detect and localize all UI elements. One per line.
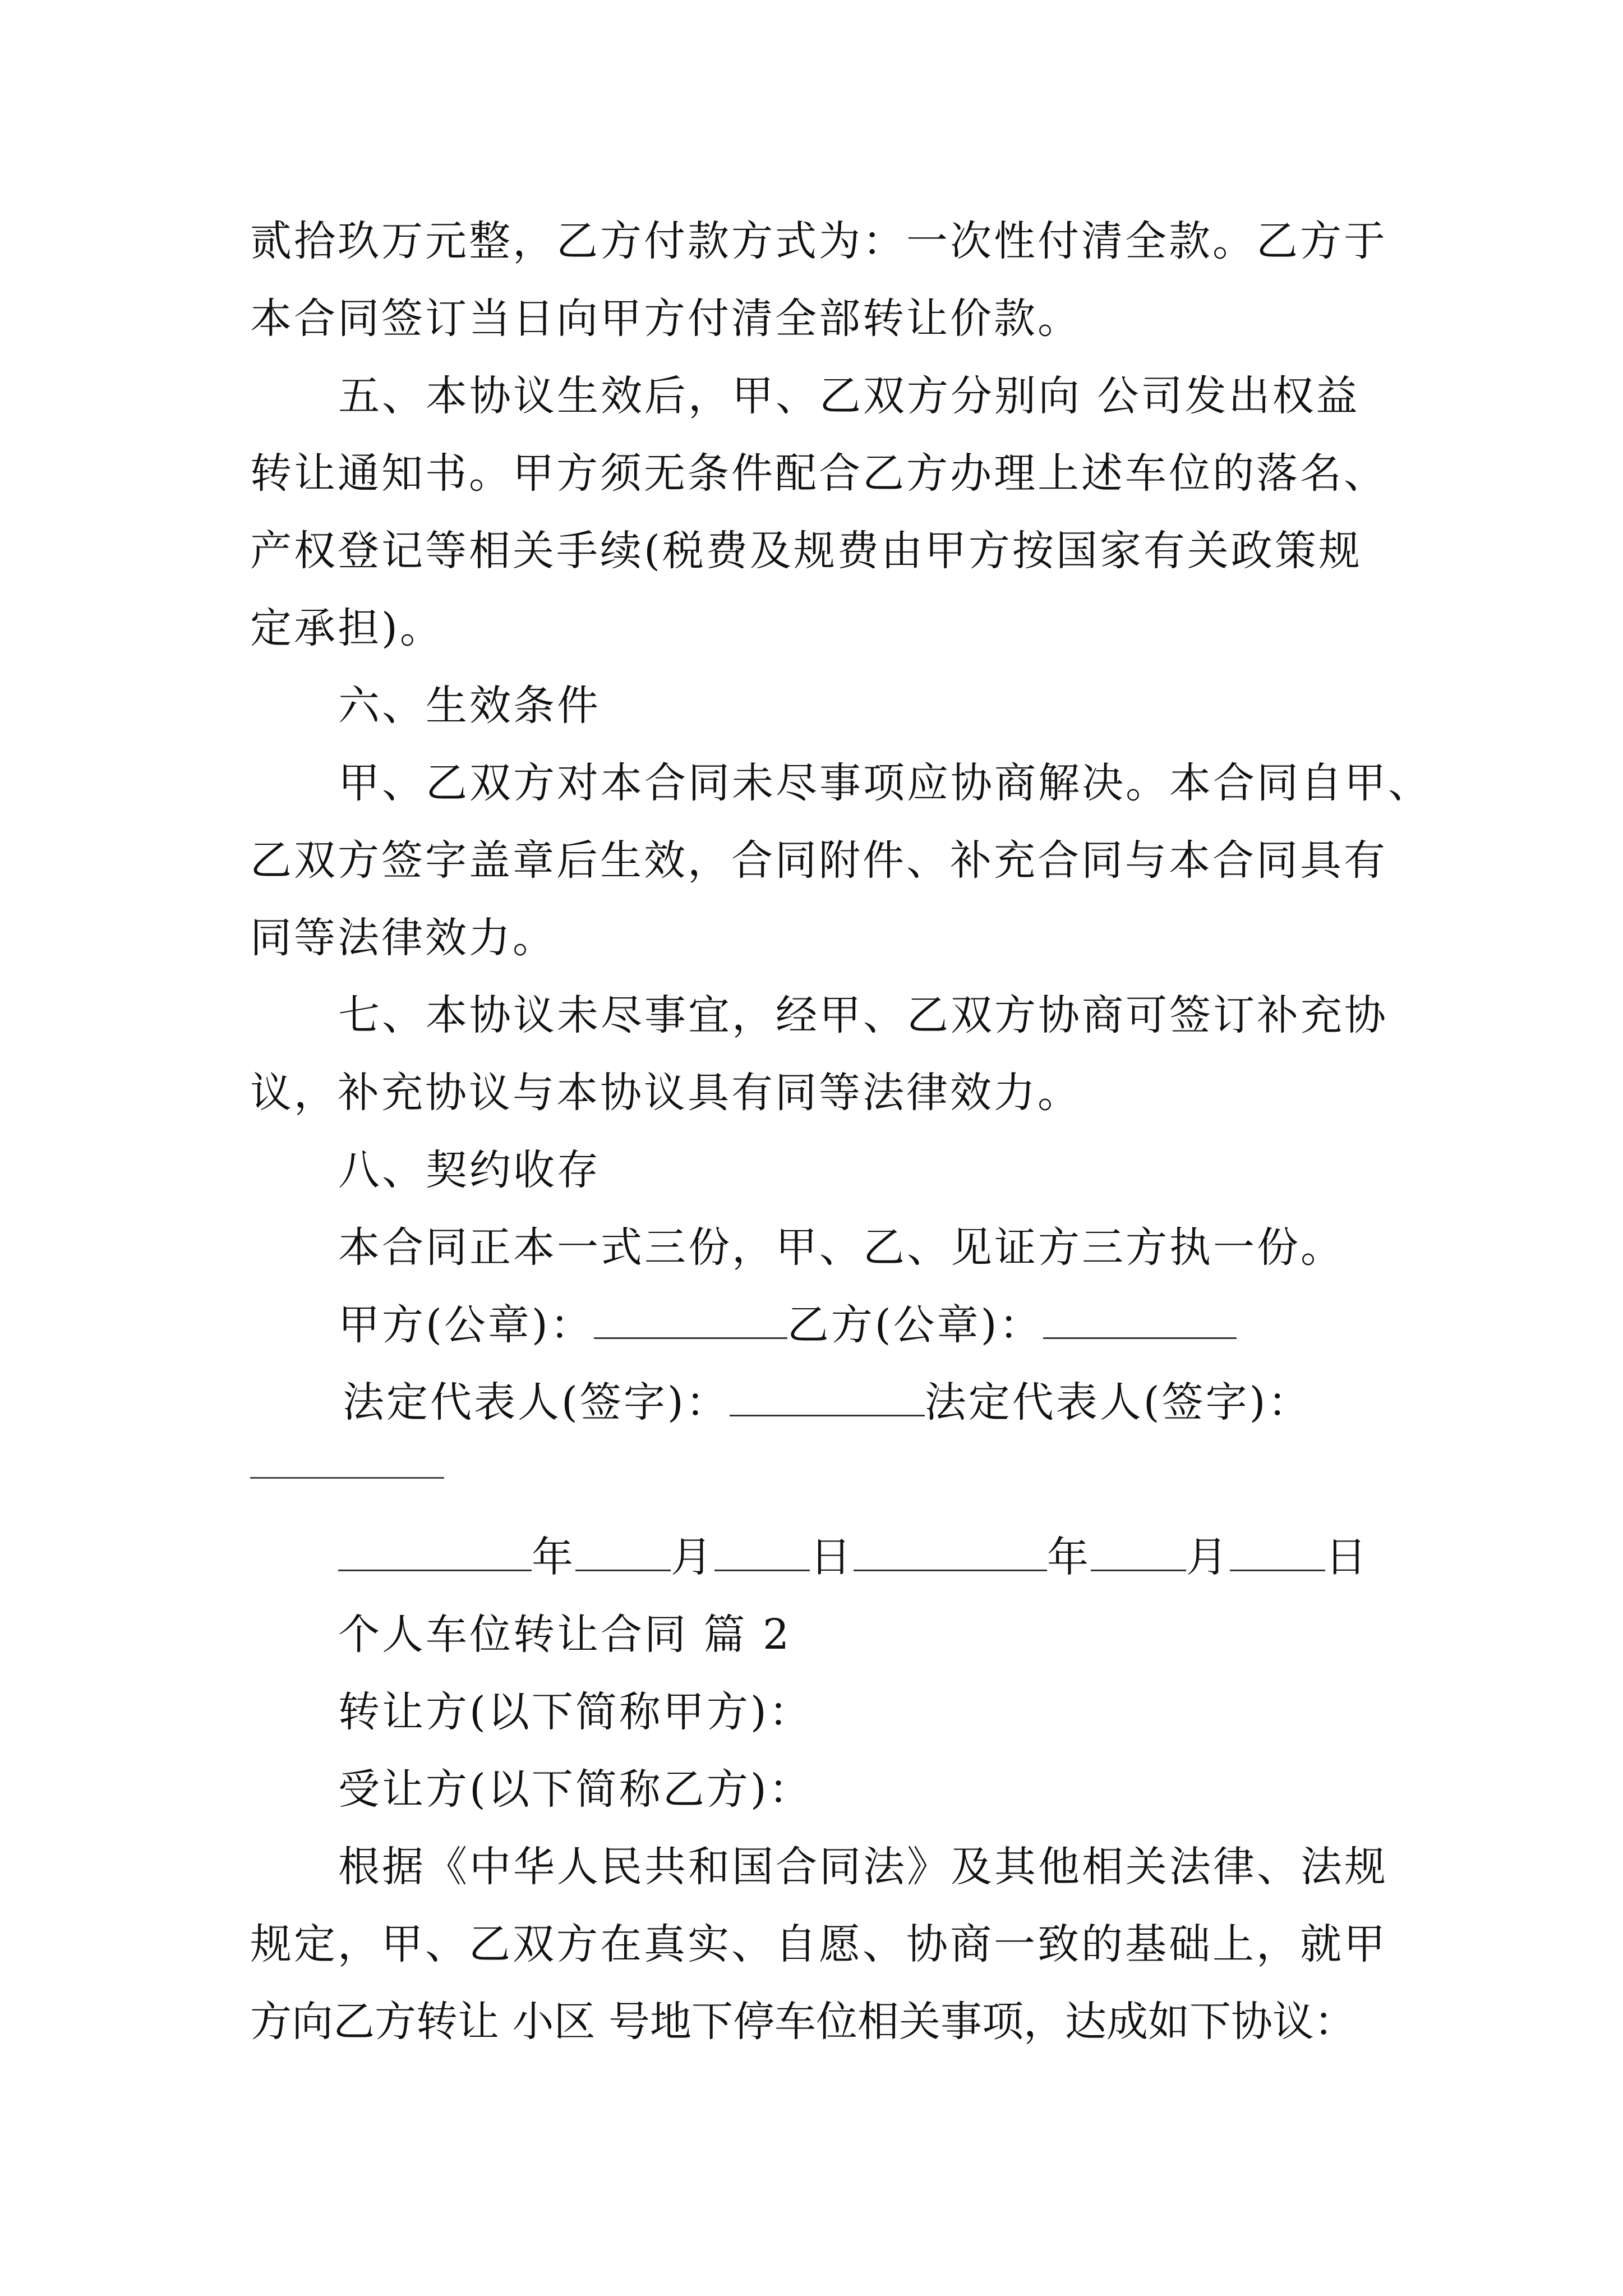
day-label: 日 (810, 1533, 854, 1581)
paragraph-line: 本合同正本一式三份，甲、乙、见证方三方执一份。 (338, 1223, 1344, 1272)
seal-line (338, 1297, 1237, 1353)
intro-line: 规定，甲、乙双方在真实、自愿、协商一致的基础上，就甲 (250, 1920, 1387, 1968)
day-label: 日 (1325, 1533, 1369, 1581)
month-label: 月 (1186, 1533, 1230, 1581)
year-label: 年 (1047, 1533, 1091, 1581)
representative-line (343, 1374, 1312, 1430)
date-a-year-blank (338, 1534, 532, 1571)
paragraph-line: 转让通知书。甲方须无条件配合乙方办理上述车位的落名、 (250, 449, 1387, 498)
paragraph-line: 甲、乙双方对本合同未尽事项应协商解决。本合同自甲、 (338, 759, 1432, 807)
party-a-seal-label: 甲方(公章)： (338, 1301, 594, 1349)
year-label: 年 (532, 1533, 575, 1581)
paragraph-line: 产权登记等相关手续(税费及规费由甲方按国家有关政策规 (250, 527, 1362, 575)
paragraph-line: 定承担)。 (250, 604, 444, 652)
party-b-seal-label: 乙方(公章)： (787, 1301, 1043, 1349)
clause-seven-line: 七、本协议未尽事宜，经甲、乙双方协商可签订补充协 (338, 991, 1388, 1039)
date-b-month-blank (1091, 1534, 1186, 1571)
rep-b-blank (250, 1477, 444, 1479)
paragraph-line: 本合同签订当日向甲方付清全部转让价款。 (250, 295, 1081, 343)
party-b-seal-blank (1043, 1301, 1237, 1339)
month-label: 月 (671, 1533, 714, 1581)
date-a-month-blank (575, 1534, 671, 1571)
clause-six-heading: 六、生效条件 (338, 682, 601, 730)
clause-five-line: 五、本协议生效后，甲、乙双方分别向 公司发出权益 (338, 372, 1360, 420)
date-line (338, 1529, 1369, 1585)
clause-eight-heading: 八、契约收存 (338, 1146, 601, 1194)
party-a-seal-blank (594, 1301, 787, 1339)
intro-line: 方向乙方转让 小区 号地下停车位相关事项，达成如下协议： (250, 1998, 1356, 2046)
rep-a-blank (730, 1379, 925, 1416)
date-b-year-blank (854, 1534, 1047, 1571)
date-a-day-blank (714, 1534, 810, 1571)
transferor-line: 转让方(以下简称甲方)： (338, 1688, 813, 1736)
paragraph-line: 乙双方签字盖章后生效，合同附件、补充合同与本合同具有 (250, 836, 1387, 885)
paragraph-line: 议，补充协议与本协议具有同等法律效力。 (250, 1069, 1081, 1117)
transferee-line: 受让方(以下简称乙方)： (338, 1765, 813, 1814)
intro-line: 根据《中华人民共和国合同法》及其他相关法律、法规 (338, 1843, 1388, 1891)
section-title: 个人车位转让合同 篇 2 (338, 1611, 792, 1659)
paragraph-line: 同等法律效力。 (250, 914, 556, 962)
date-b-day-blank (1230, 1534, 1325, 1571)
rep-a-label: 法定代表人(签字)： (343, 1378, 730, 1427)
rep-b-label: 法定代表人(签字)： (924, 1378, 1312, 1427)
paragraph-line: 贰拾玖万元整，乙方付款方式为：一次性付清全款。乙方于 (250, 217, 1387, 265)
